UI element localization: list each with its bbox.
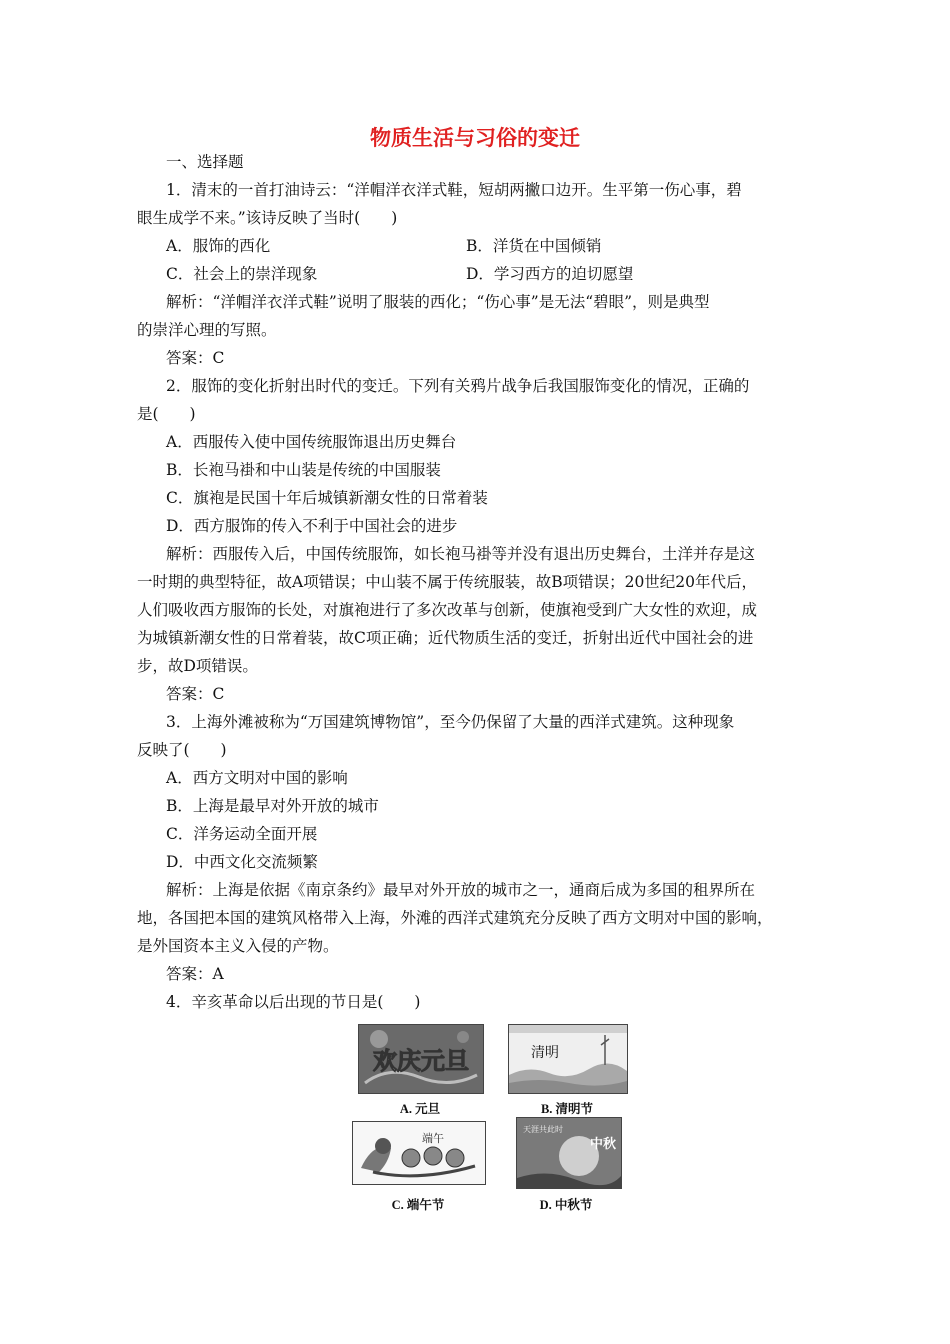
new-year-art-text: 欢庆元旦 xyxy=(373,1047,469,1075)
image-mid-autumn xyxy=(516,1117,622,1189)
caption-b: B. 清明节 xyxy=(540,1102,594,1116)
q3-option-b: B．上海是最早对外开放的城市 xyxy=(166,797,379,815)
caption-c: C. 端午节 xyxy=(391,1198,445,1212)
q1-option-c: C．社会上的崇洋现象 xyxy=(166,265,318,283)
q2-analysis-line1: 解析：西服传入后，中国传统服饰，如长袍马褂等并没有退出历史舞台，土洋并存是这 xyxy=(166,545,756,563)
q1-analysis-line2: 的崇洋心理的写照。 xyxy=(137,321,277,339)
q2-stem-line2: 是( ) xyxy=(137,405,196,423)
caption-a: A. 元旦 xyxy=(399,1102,441,1116)
q2-analysis-line5: 步，故D项错误。 xyxy=(137,657,258,675)
new-year-illustration xyxy=(359,1025,483,1093)
q3-analysis-line2: 地，各国把本国的建筑风格带入上海，外滩的西洋式建筑充分反映了西方文明对中国的影响， xyxy=(137,909,773,927)
dragon-boat-illustration xyxy=(353,1122,485,1184)
q1-stem-line1: 1．清末的一首打油诗云：“洋帽洋衣洋式鞋，短胡两撇口边开。生平第一伤心事，碧 xyxy=(166,181,742,199)
q3-analysis-line3: 是外国资本主义入侵的产物。 xyxy=(137,937,339,955)
q2-analysis-line2: 一时期的典型特征，故A项错误；中山装不属于传统服装，故B项错误；20世纪20年代后， xyxy=(137,573,758,591)
q3-analysis-line1: 解析：上海是依据《南京条约》最早对外开放的城市之一，通商后成为多国的租界所在 xyxy=(166,881,756,899)
q1-analysis-line1: 解析：“洋帽洋衣洋式鞋”说明了服装的西化；“伤心事”是无法“碧眼”，则是典型 xyxy=(166,293,710,311)
caption-d: D. 中秋节 xyxy=(539,1198,593,1212)
image-qingming xyxy=(508,1024,628,1094)
section-heading: 一、选择题 xyxy=(166,153,244,171)
q1-option-a: A．服饰的西化 xyxy=(166,237,271,255)
q2-answer: 答案：C xyxy=(166,685,225,703)
q4-stem: 4．辛亥革命以后出现的节日是( ) xyxy=(166,993,421,1011)
mid-autumn-slogan: 天涯共此时 xyxy=(523,1125,563,1134)
q3-option-d: D．中西文化交流频繁 xyxy=(166,853,318,871)
q1-answer: 答案：C xyxy=(166,349,225,367)
q3-stem-line1: 3．上海外滩被称为“万国建筑博物馆”，至今仍保留了大量的西洋式建筑。这种现象 xyxy=(166,713,735,731)
q2-option-c: C．旗袍是民国十年后城镇新潮女性的日常着装 xyxy=(166,489,488,507)
q2-stem-line1: 2．服饰的变化折射出时代的变迁。下列有关鸦片战争后我国服饰变化的情况，正确的 xyxy=(166,377,750,395)
q3-stem-line2: 反映了( ) xyxy=(137,741,227,759)
image-new-year xyxy=(358,1024,484,1094)
q3-option-a: A．西方文明对中国的影响 xyxy=(166,769,348,787)
mid-autumn-illustration xyxy=(517,1118,621,1188)
qingming-illustration xyxy=(509,1025,627,1093)
q3-answer: 答案：A xyxy=(166,965,224,983)
q1-option-b: B．洋货在中国倾销 xyxy=(466,237,602,255)
q2-option-d: D．西方服饰的传入不利于中国社会的进步 xyxy=(166,517,458,535)
image-dragon-boat xyxy=(352,1121,486,1185)
page-title: 物质生活与习俗的变迁 xyxy=(370,126,580,150)
mid-autumn-art-text: 中秋 xyxy=(589,1137,617,1152)
q1-option-d: D．学习西方的迫切愿望 xyxy=(466,265,634,283)
dragon-boat-art-text: 端午 xyxy=(422,1132,444,1145)
q1-stem-line2: 眼生成学不来。”该诗反映了当时( ) xyxy=(137,209,398,227)
q3-option-c: C．洋务运动全面开展 xyxy=(166,825,318,843)
q2-analysis-line3: 人们吸收西方服饰的长处，对旗袍进行了多次改革与创新，使旗袍受到广大女性的欢迎，成 xyxy=(137,601,758,619)
q2-option-a: A．西服传入使中国传统服饰退出历史舞台 xyxy=(166,433,457,451)
qingming-art-text: 清明 xyxy=(531,1045,559,1061)
q2-option-b: B．长袍马褂和中山装是传统的中国服装 xyxy=(166,461,441,479)
q2-analysis-line4: 为城镇新潮女性的日常着装，故C项正确；近代物质生活的变迁，折射出近代中国社会的进 xyxy=(137,629,754,647)
